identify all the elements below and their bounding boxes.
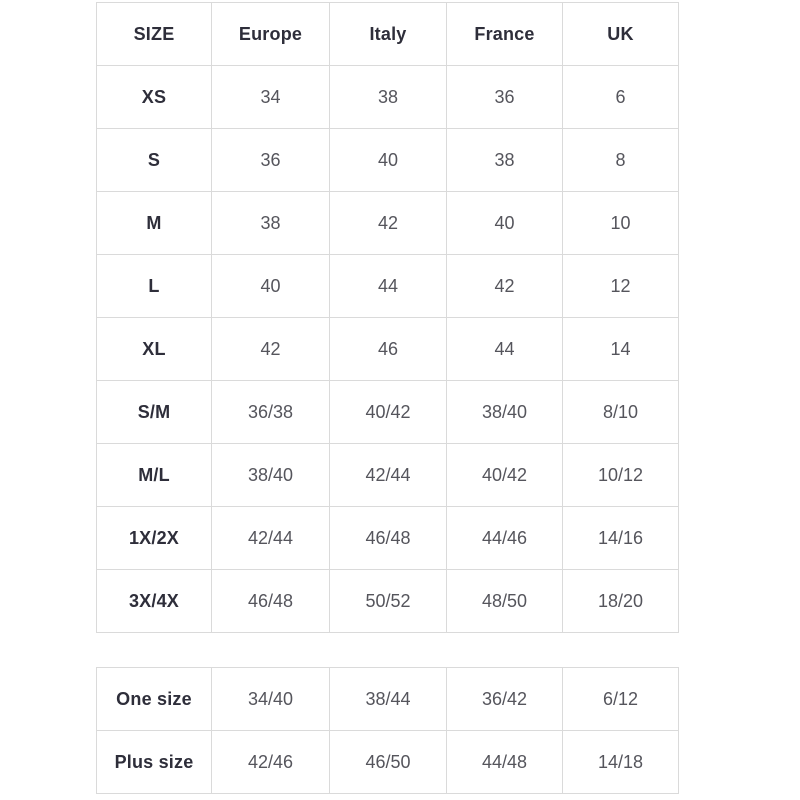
italy-value-cell: 46	[330, 318, 447, 381]
france-value-cell: 44	[447, 318, 563, 381]
france-value-cell: 40	[447, 192, 563, 255]
uk-value-cell: 10	[563, 192, 679, 255]
table-gap	[96, 633, 678, 667]
uk-value-cell: 10/12	[563, 444, 679, 507]
italy-value-cell: 44	[330, 255, 447, 318]
italy-value-cell: 50/52	[330, 570, 447, 633]
france-value-cell: 42	[447, 255, 563, 318]
size-label-cell: Plus size	[97, 731, 212, 794]
france-value-cell: 36/42	[447, 668, 563, 731]
size-label-cell: 1X/2X	[97, 507, 212, 570]
italy-value-cell: 40/42	[330, 381, 447, 444]
table-row-ml	[97, 444, 679, 507]
size-label-cell: One size	[97, 668, 212, 731]
table-row-xs	[97, 66, 679, 129]
size-label-cell: M/L	[97, 444, 212, 507]
france-value-cell: 44/46	[447, 507, 563, 570]
uk-value-cell: 8/10	[563, 381, 679, 444]
europe-value-cell: 38	[212, 192, 330, 255]
italy-value-cell: 42/44	[330, 444, 447, 507]
table-row-xl	[97, 318, 679, 381]
table-row-sm	[97, 381, 679, 444]
uk-value-cell: 8	[563, 129, 679, 192]
size-conversion-table	[96, 2, 679, 633]
italy-value-cell: 38/44	[330, 668, 447, 731]
column-header-europe: Europe	[212, 3, 330, 66]
table-row-1x2x	[97, 507, 679, 570]
europe-value-cell: 42/46	[212, 731, 330, 794]
table-row-plus-size	[97, 731, 679, 794]
size-conversion-section	[96, 2, 678, 794]
special-size-table	[96, 667, 679, 794]
header-row	[97, 3, 679, 66]
table-row-3x4x	[97, 570, 679, 633]
uk-value-cell: 18/20	[563, 570, 679, 633]
europe-value-cell: 36	[212, 129, 330, 192]
uk-value-cell: 6/12	[563, 668, 679, 731]
italy-value-cell: 38	[330, 66, 447, 129]
europe-value-cell: 42/44	[212, 507, 330, 570]
france-value-cell: 48/50	[447, 570, 563, 633]
italy-value-cell: 40	[330, 129, 447, 192]
europe-value-cell: 36/38	[212, 381, 330, 444]
france-value-cell: 44/48	[447, 731, 563, 794]
size-label-cell: S/M	[97, 381, 212, 444]
europe-value-cell: 42	[212, 318, 330, 381]
table-row-l	[97, 255, 679, 318]
europe-value-cell: 34/40	[212, 668, 330, 731]
europe-value-cell: 46/48	[212, 570, 330, 633]
uk-value-cell: 14/18	[563, 731, 679, 794]
size-label-cell: XS	[97, 66, 212, 129]
uk-value-cell: 14/16	[563, 507, 679, 570]
uk-value-cell: 6	[563, 66, 679, 129]
france-value-cell: 36	[447, 66, 563, 129]
europe-value-cell: 38/40	[212, 444, 330, 507]
size-label-cell: XL	[97, 318, 212, 381]
france-value-cell: 38	[447, 129, 563, 192]
size-label-cell: 3X/4X	[97, 570, 212, 633]
size-label-cell: L	[97, 255, 212, 318]
column-header-size: SIZE	[97, 3, 212, 66]
italy-value-cell: 46/48	[330, 507, 447, 570]
size-label-cell: M	[97, 192, 212, 255]
column-header-uk: UK	[563, 3, 679, 66]
italy-value-cell: 42	[330, 192, 447, 255]
france-value-cell: 38/40	[447, 381, 563, 444]
column-header-france: France	[447, 3, 563, 66]
europe-value-cell: 40	[212, 255, 330, 318]
table-row-m	[97, 192, 679, 255]
uk-value-cell: 14	[563, 318, 679, 381]
table-row-one-size	[97, 668, 679, 731]
europe-value-cell: 34	[212, 66, 330, 129]
uk-value-cell: 12	[563, 255, 679, 318]
column-header-italy: Italy	[330, 3, 447, 66]
table-row-s	[97, 129, 679, 192]
size-label-cell: S	[97, 129, 212, 192]
italy-value-cell: 46/50	[330, 731, 447, 794]
france-value-cell: 40/42	[447, 444, 563, 507]
